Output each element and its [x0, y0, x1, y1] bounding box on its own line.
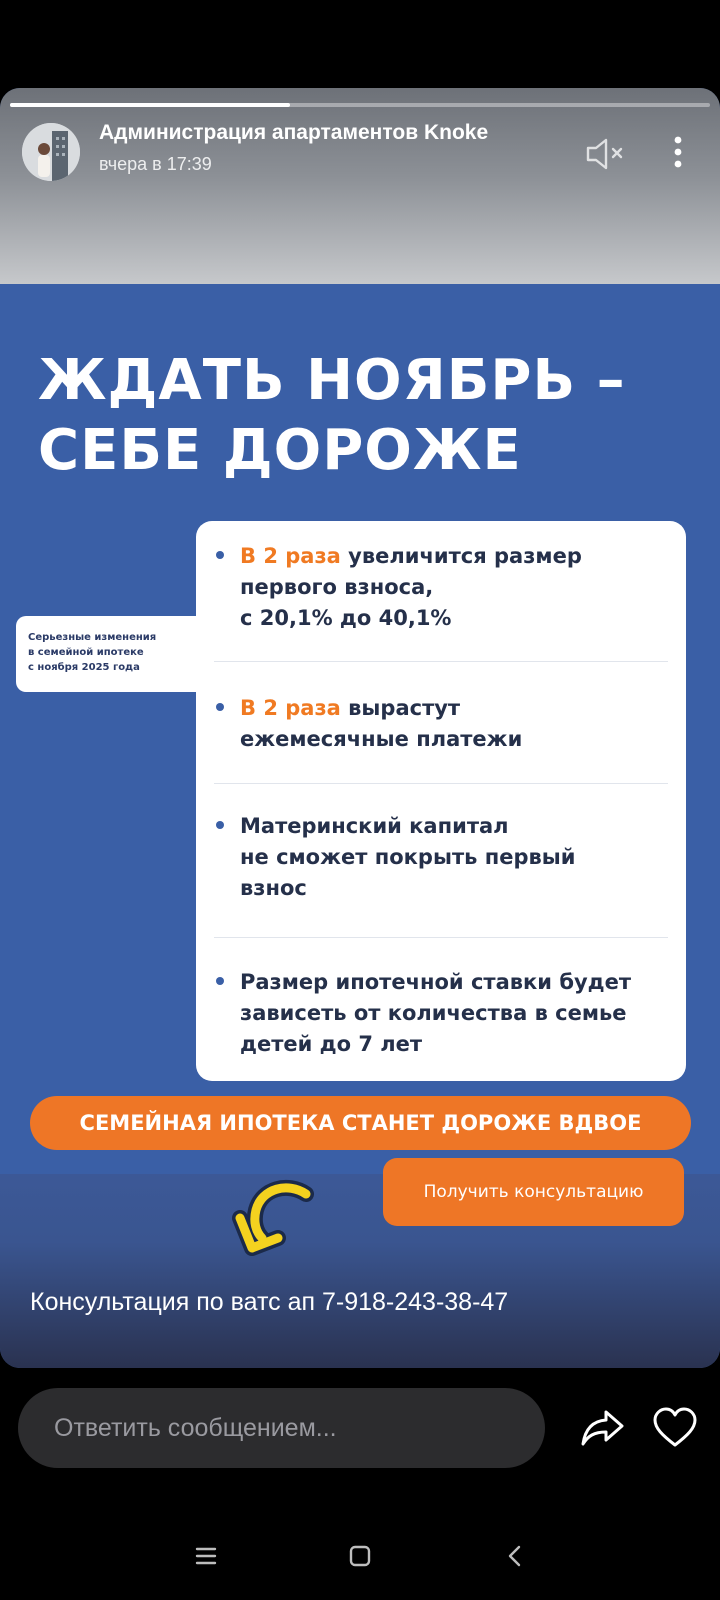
info-item-maternity-capital — [216, 811, 674, 904]
share-button[interactable] — [580, 1406, 626, 1450]
story-timestamp: вчера в 17:39 — [99, 154, 212, 174]
like-button[interactable] — [652, 1406, 698, 1450]
info-line: не сможет покрыть первый — [240, 845, 576, 869]
accent-text: В 2 раза — [240, 696, 341, 720]
author-name[interactable]: Администрация апартаментов Knoke — [99, 121, 489, 144]
story-header-background — [0, 88, 720, 284]
divider — [214, 937, 668, 938]
info-item-mortgage-rate — [216, 967, 674, 1060]
avatar-photo — [22, 123, 80, 181]
more-vertical-icon — [660, 132, 696, 172]
side-note-line: с ноября 2025 года — [28, 662, 140, 673]
story-progress-bar — [10, 103, 710, 107]
info-line: Размер ипотечной ставки будет — [240, 970, 632, 994]
home-square-icon — [340, 1538, 380, 1574]
info-line: детей до 7 лет — [240, 1032, 423, 1056]
info-line: Материнский капитал — [240, 814, 509, 838]
menu-icon — [186, 1538, 226, 1574]
more-options-button[interactable] — [660, 132, 696, 172]
bullet-dot — [216, 821, 224, 829]
info-line — [240, 541, 674, 572]
recent-apps-button[interactable] — [186, 1538, 226, 1574]
story-caption: Консультация по ватс ап 7-918-243-38-47 — [30, 1288, 509, 1316]
headline-line: ЖДАТЬ НОЯБРЬ – — [38, 348, 626, 413]
info-line: первого взноса, — [240, 575, 434, 599]
warning-banner: СЕМЕЙНАЯ ИПОТЕКА СТАНЕТ ДОРОЖЕ ВДВОЕ — [30, 1096, 691, 1150]
back-icon — [496, 1538, 536, 1574]
home-button[interactable] — [340, 1538, 380, 1574]
bullet-dot — [216, 551, 224, 559]
mute-button[interactable] — [584, 134, 628, 174]
info-item-first-payment — [216, 541, 674, 634]
info-line — [240, 693, 674, 724]
bullet-dot — [216, 977, 224, 985]
side-note-pill — [16, 616, 224, 692]
side-note-line: Серьезные изменения — [28, 632, 157, 643]
poster-headline — [38, 346, 698, 486]
info-text: увеличится размер — [340, 544, 582, 568]
back-button[interactable] — [496, 1538, 536, 1574]
pointing-arrow-icon — [226, 1178, 314, 1256]
bullet-dot — [216, 703, 224, 711]
share-icon — [580, 1406, 626, 1450]
info-item-monthly-payments — [216, 693, 674, 755]
volume-muted-icon — [584, 134, 628, 174]
divider — [214, 783, 668, 784]
side-note-line: в семейной ипотеке — [28, 647, 144, 658]
info-card — [196, 521, 686, 1081]
story-viewer[interactable] — [0, 88, 720, 1368]
get-consultation-button[interactable]: Получить консультацию — [383, 1158, 684, 1226]
info-line: взнос — [240, 876, 307, 900]
heart-icon — [652, 1406, 698, 1450]
divider — [214, 661, 668, 662]
accent-text: В 2 раза — [240, 544, 341, 568]
reply-input[interactable] — [18, 1388, 545, 1468]
info-line: с 20,1% до 40,1% — [240, 606, 452, 630]
story-progress-fill — [10, 103, 290, 107]
info-text: вырастут — [340, 696, 461, 720]
info-line: ежемесячные платежи — [240, 727, 523, 751]
headline-line: СЕБЕ ДОРОЖЕ — [38, 418, 522, 483]
info-line: зависеть от количества в семье — [240, 1001, 627, 1025]
author-avatar[interactable] — [22, 123, 80, 181]
